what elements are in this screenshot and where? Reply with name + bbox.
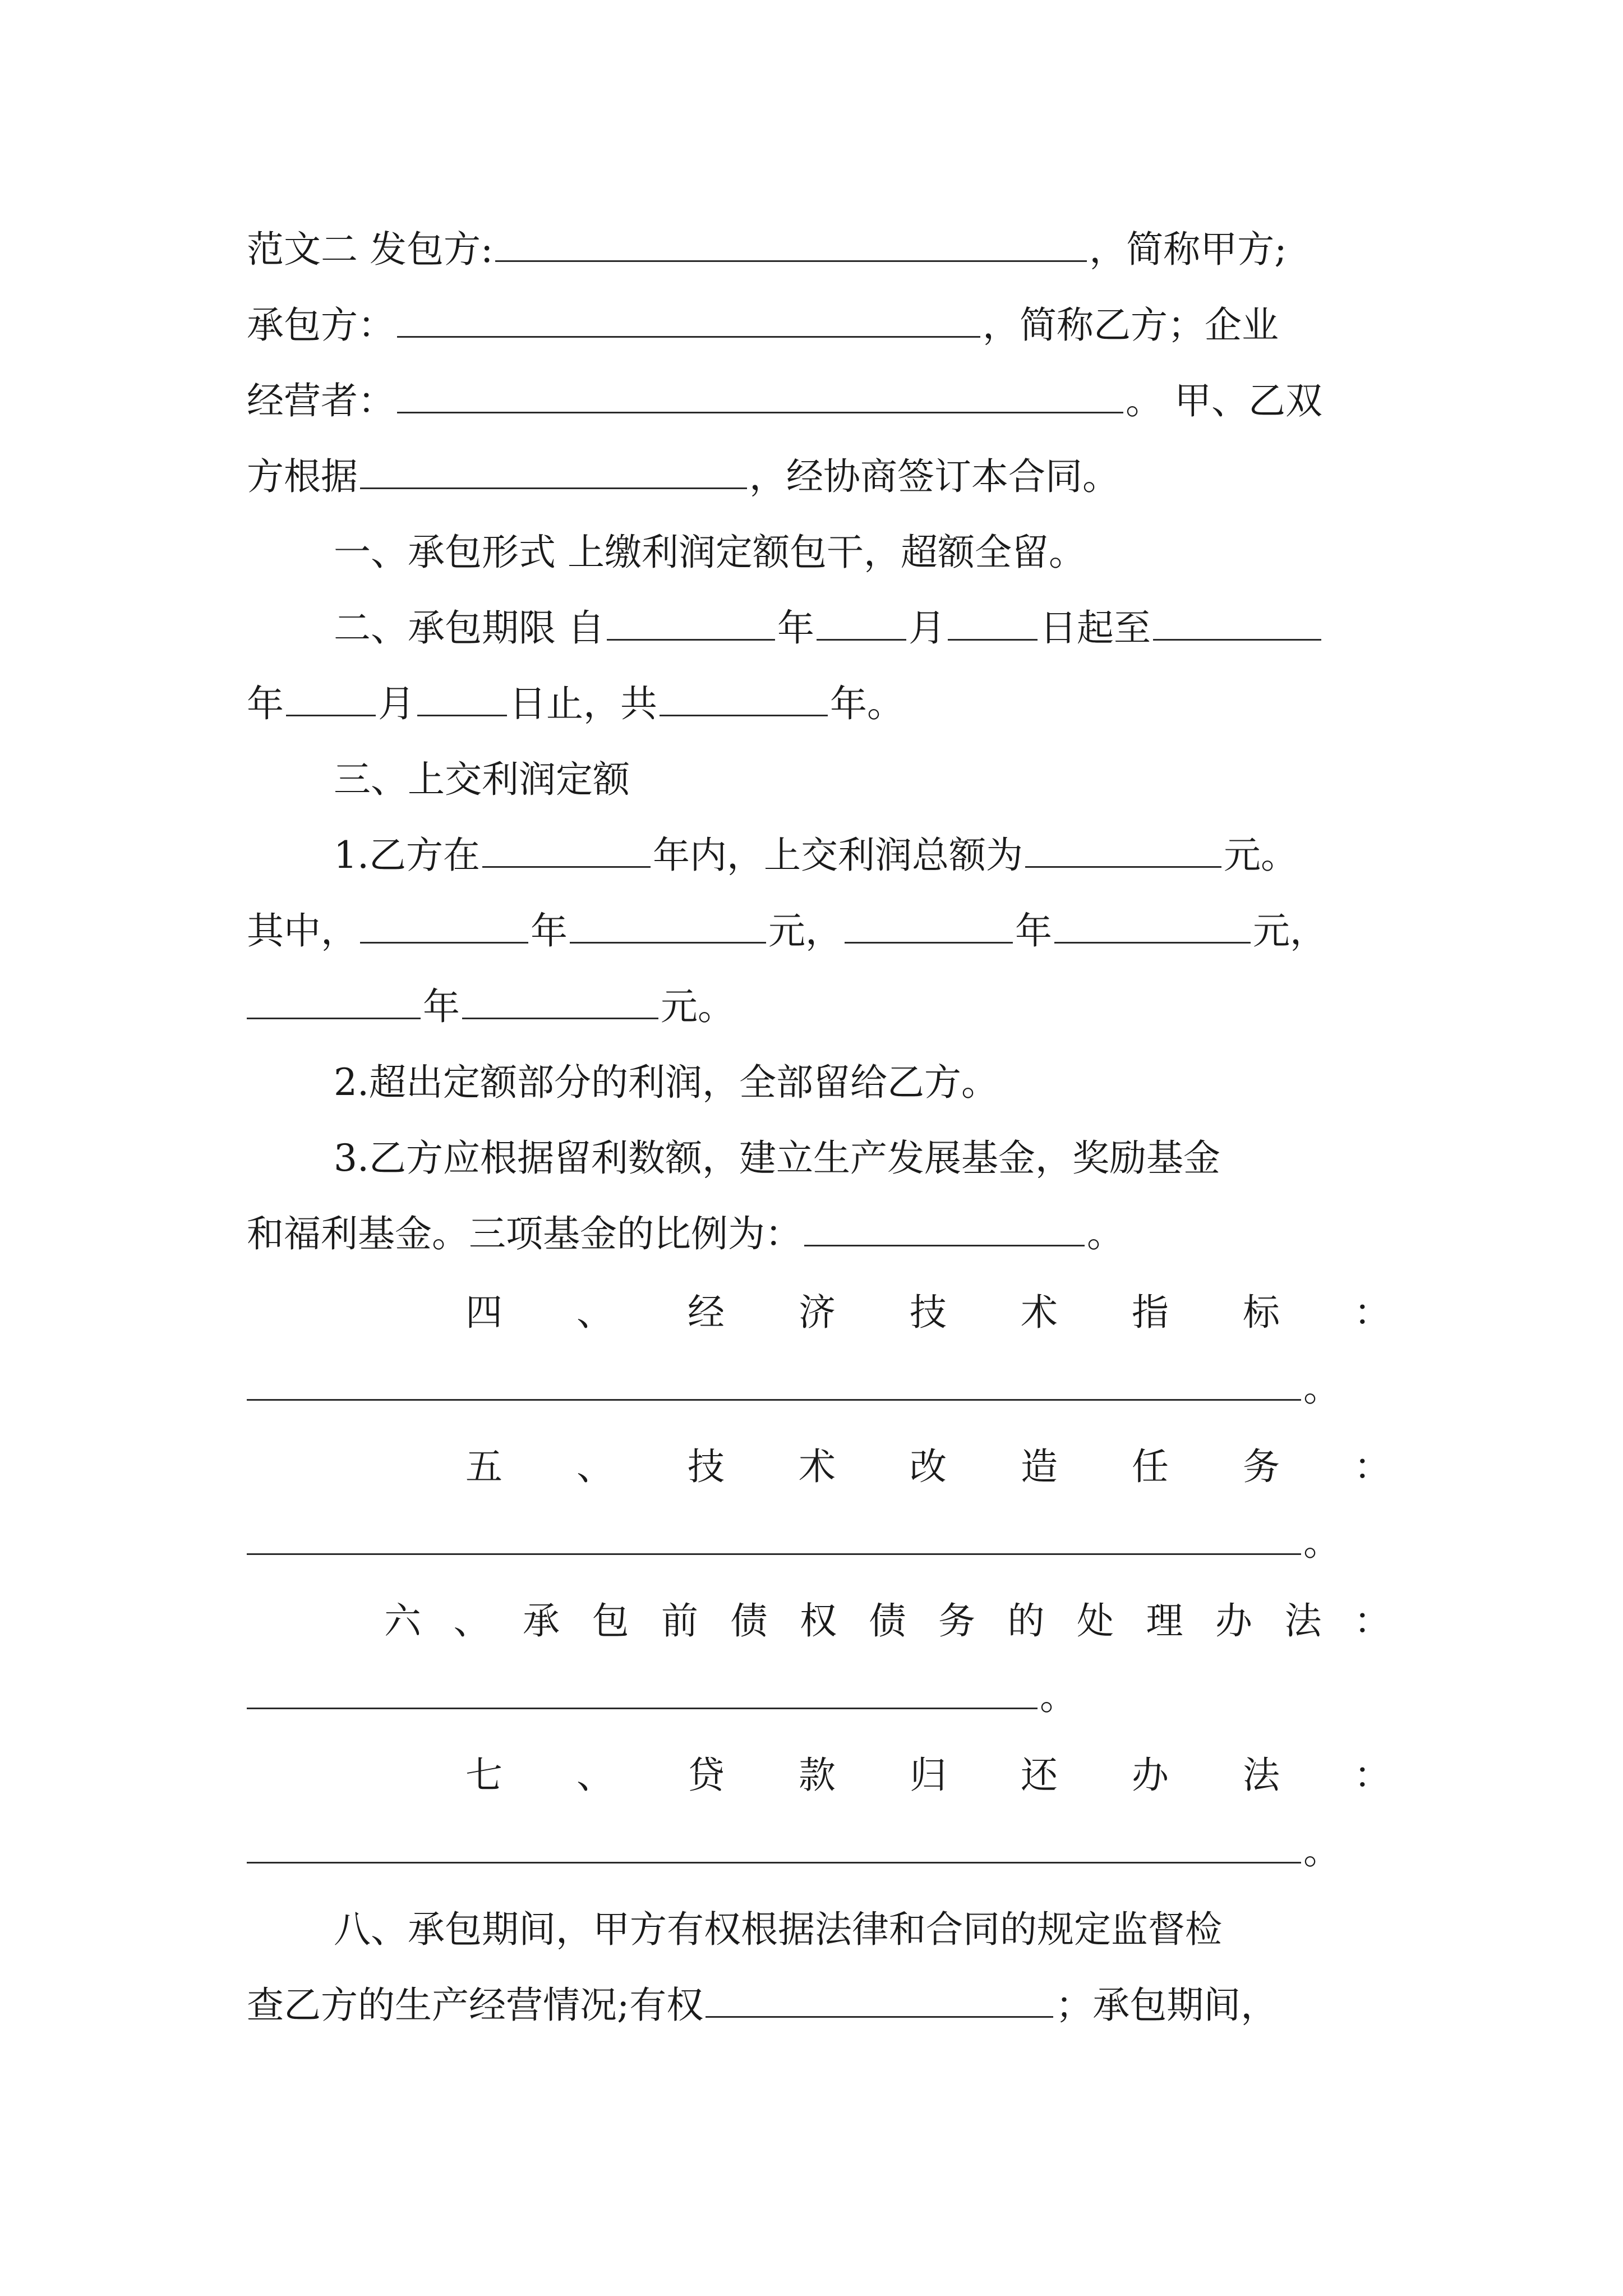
item-3-1-label: 1.乙方在: [334, 834, 480, 877]
section-7-heading: [247, 1747, 1391, 1803]
among-label: 其中，: [247, 909, 358, 953]
section-6-heading: [247, 1593, 1391, 1649]
year-label: 年: [1015, 909, 1052, 953]
heading-char: 造: [1021, 1445, 1058, 1488]
breakdown-amount-1-blank[interactable]: [570, 907, 766, 944]
party-a-suffix: ，简称甲方;: [1089, 228, 1287, 271]
basis-blank[interactable]: [360, 453, 747, 489]
heading-char: 债: [869, 1599, 906, 1642]
party-b-suffix: ，简称乙方；企业: [983, 303, 1279, 347]
heading-char: 贷: [688, 1754, 725, 1797]
period: 。: [1303, 1829, 1340, 1872]
heading-char: 的: [1007, 1599, 1045, 1642]
basis-suffix: ，经协商签订本合同。: [749, 455, 1119, 498]
yuan-label: 元。: [661, 985, 735, 1028]
party-a-blank[interactable]: [495, 226, 1087, 262]
heading-char: 术: [1021, 1291, 1058, 1334]
section-7-chars: [465, 1747, 1391, 1803]
party-a-rights-blank[interactable]: [706, 1981, 1053, 2018]
year-label: 年: [531, 909, 568, 953]
heading-char: ：: [1354, 1754, 1391, 1797]
start-year-blank[interactable]: [607, 604, 775, 641]
heading-char: 权: [800, 1599, 837, 1642]
item-3-3: [247, 1130, 1478, 1186]
breakdown-year-2-blank[interactable]: [845, 907, 1013, 944]
heading-char: 办: [1132, 1754, 1169, 1797]
month-label: 月: [908, 606, 946, 650]
section-8-cont-suffix: ；承包期间，: [1055, 1984, 1278, 2027]
profit-years-blank[interactable]: [482, 831, 651, 868]
section-8-text: 八、承包期间，甲方有权根据法律和合同的规定监督检: [334, 1908, 1222, 1951]
item-3-3-text: 3.乙方应根据留利数额，建立生产发展基金，奖励基金: [334, 1137, 1220, 1180]
heading-char: ：: [1354, 1291, 1391, 1334]
heading-char: 、: [577, 1291, 614, 1334]
heading-char: 款: [799, 1754, 836, 1797]
heading-char: 改: [910, 1445, 947, 1488]
month-label: 月: [378, 682, 415, 725]
heading-char: 技: [910, 1291, 947, 1334]
party-a-label: 范文二 发包方:: [247, 228, 494, 271]
item-3-1-middle: 年内，上交利润总额为: [652, 834, 1023, 877]
start-month-blank[interactable]: [817, 604, 906, 641]
operator-blank[interactable]: [397, 377, 1123, 413]
heading-char: 理: [1146, 1599, 1183, 1642]
period: 。: [1040, 1675, 1077, 1718]
heading-char: 承: [523, 1599, 560, 1642]
heading-char: 指: [1132, 1291, 1169, 1334]
heading-char: ：: [1354, 1445, 1391, 1488]
heading-char: 务: [938, 1599, 975, 1642]
year-label: 年: [423, 985, 460, 1028]
end-month-blank[interactable]: [286, 680, 376, 716]
period: 。: [1087, 1212, 1124, 1255]
section-4-heading: [247, 1285, 1391, 1341]
section-5-chars: [465, 1439, 1391, 1495]
section-4-chars: [465, 1285, 1391, 1341]
section-4-blank-line: [247, 1360, 1391, 1416]
section-2-term-end: [247, 676, 1391, 732]
fund-ratio-label: 和福利基金。三项基金的比例为：: [247, 1212, 802, 1255]
section-3-heading: [247, 752, 1478, 808]
heading-char: 七: [465, 1754, 502, 1797]
section-8-cont: [247, 1977, 1391, 2033]
section-3-text: 三、上交利润定额: [334, 758, 630, 801]
item-3-2-text: 2.超出定额部分的利润，全部留给乙方。: [334, 1061, 998, 1104]
heading-char: 包: [592, 1599, 629, 1642]
item-3-2: [247, 1055, 1478, 1111]
day-until-label: 日止，共: [509, 682, 657, 725]
heading-char: 济: [799, 1291, 836, 1334]
clause-parties-contractee: [247, 297, 1391, 353]
start-day-blank[interactable]: [948, 604, 1038, 641]
profit-total-blank[interactable]: [1025, 831, 1221, 868]
heading-char: 经: [688, 1291, 725, 1334]
total-years-blank[interactable]: [660, 680, 828, 716]
clause-parties-contractor: [247, 222, 1391, 278]
period: 。: [1303, 1366, 1340, 1410]
section-2-term: [247, 600, 1478, 656]
breakdown-year-3-blank[interactable]: [247, 983, 421, 1019]
item-3-1-breakdown-cont: [247, 979, 1391, 1035]
section-6-chars: [384, 1593, 1391, 1649]
heading-char: 前: [661, 1599, 698, 1642]
heading-char: 债: [730, 1599, 768, 1642]
day-from-label: 日起至: [1039, 606, 1151, 650]
heading-char: 技: [688, 1445, 725, 1488]
heading-char: 务: [1243, 1445, 1280, 1488]
heading-char: 任: [1132, 1445, 1169, 1488]
heading-char: 、: [453, 1599, 491, 1642]
heading-char: 六: [384, 1599, 421, 1642]
loan-repayment-blank[interactable]: [247, 1827, 1301, 1864]
heading-char: ：: [1354, 1599, 1391, 1642]
fund-ratio-blank[interactable]: [804, 1210, 1085, 1246]
period: 。: [1303, 1521, 1340, 1564]
party-b-label: 承包方：: [247, 303, 395, 347]
tech-upgrade-blank[interactable]: [247, 1519, 1301, 1555]
yuan-label: 元，: [1253, 909, 1327, 953]
section-2-label: 二、承包期限 自: [334, 606, 605, 650]
end-day-blank[interactable]: [417, 680, 507, 716]
heading-char: 还: [1021, 1754, 1058, 1797]
heading-char: 标: [1243, 1291, 1280, 1334]
section-5-heading: [247, 1439, 1391, 1495]
heading-char: 五: [465, 1445, 502, 1488]
year-label: 年: [777, 606, 814, 650]
operator-label: 经营者：: [247, 379, 395, 422]
section-6-blank-line: [247, 1669, 1391, 1725]
year-end-label: 年。: [830, 682, 904, 725]
debt-handling-blank[interactable]: [247, 1673, 1038, 1709]
breakdown-year-1-blank[interactable]: [360, 907, 528, 944]
clause-operator: [247, 373, 1391, 429]
heading-char: 法: [1243, 1754, 1280, 1797]
item-3-3-cont: [247, 1206, 1391, 1262]
heading-char: 处: [1077, 1599, 1114, 1642]
heading-char: 、: [577, 1754, 614, 1797]
economic-indicators-blank[interactable]: [247, 1364, 1301, 1401]
section-5-blank-line: [247, 1515, 1391, 1571]
item-3-1: [247, 827, 1478, 884]
end-year-blank[interactable]: [1153, 604, 1321, 641]
item-3-1-breakdown: [247, 903, 1391, 959]
year-label: 年: [247, 682, 284, 725]
section-7-blank-line: [247, 1823, 1391, 1879]
clause-basis: [247, 449, 1391, 505]
yuan-label: 元。: [1223, 834, 1298, 877]
breakdown-amount-3-blank[interactable]: [462, 983, 658, 1019]
basis-label: 方根据: [247, 455, 358, 498]
heading-char: 归: [910, 1754, 947, 1797]
heading-char: 、: [577, 1445, 614, 1488]
yuan-label: 元，: [768, 909, 842, 953]
heading-char: 术: [799, 1445, 836, 1488]
section-8-cont-label: 查乙方的生产经营情况;有权: [247, 1984, 704, 2027]
breakdown-amount-2-blank[interactable]: [1054, 907, 1251, 944]
section-1-form: [247, 524, 1478, 581]
heading-char: 办: [1215, 1599, 1252, 1642]
party-b-blank[interactable]: [397, 301, 980, 338]
section-1-text: 一、承包形式 上缴利润定额包干，超额全留。: [334, 531, 1086, 574]
section-8: [247, 1902, 1478, 1958]
heading-char: 法: [1284, 1599, 1322, 1642]
operator-suffix: 。 甲、乙双: [1126, 379, 1322, 422]
heading-char: 四: [465, 1291, 502, 1334]
